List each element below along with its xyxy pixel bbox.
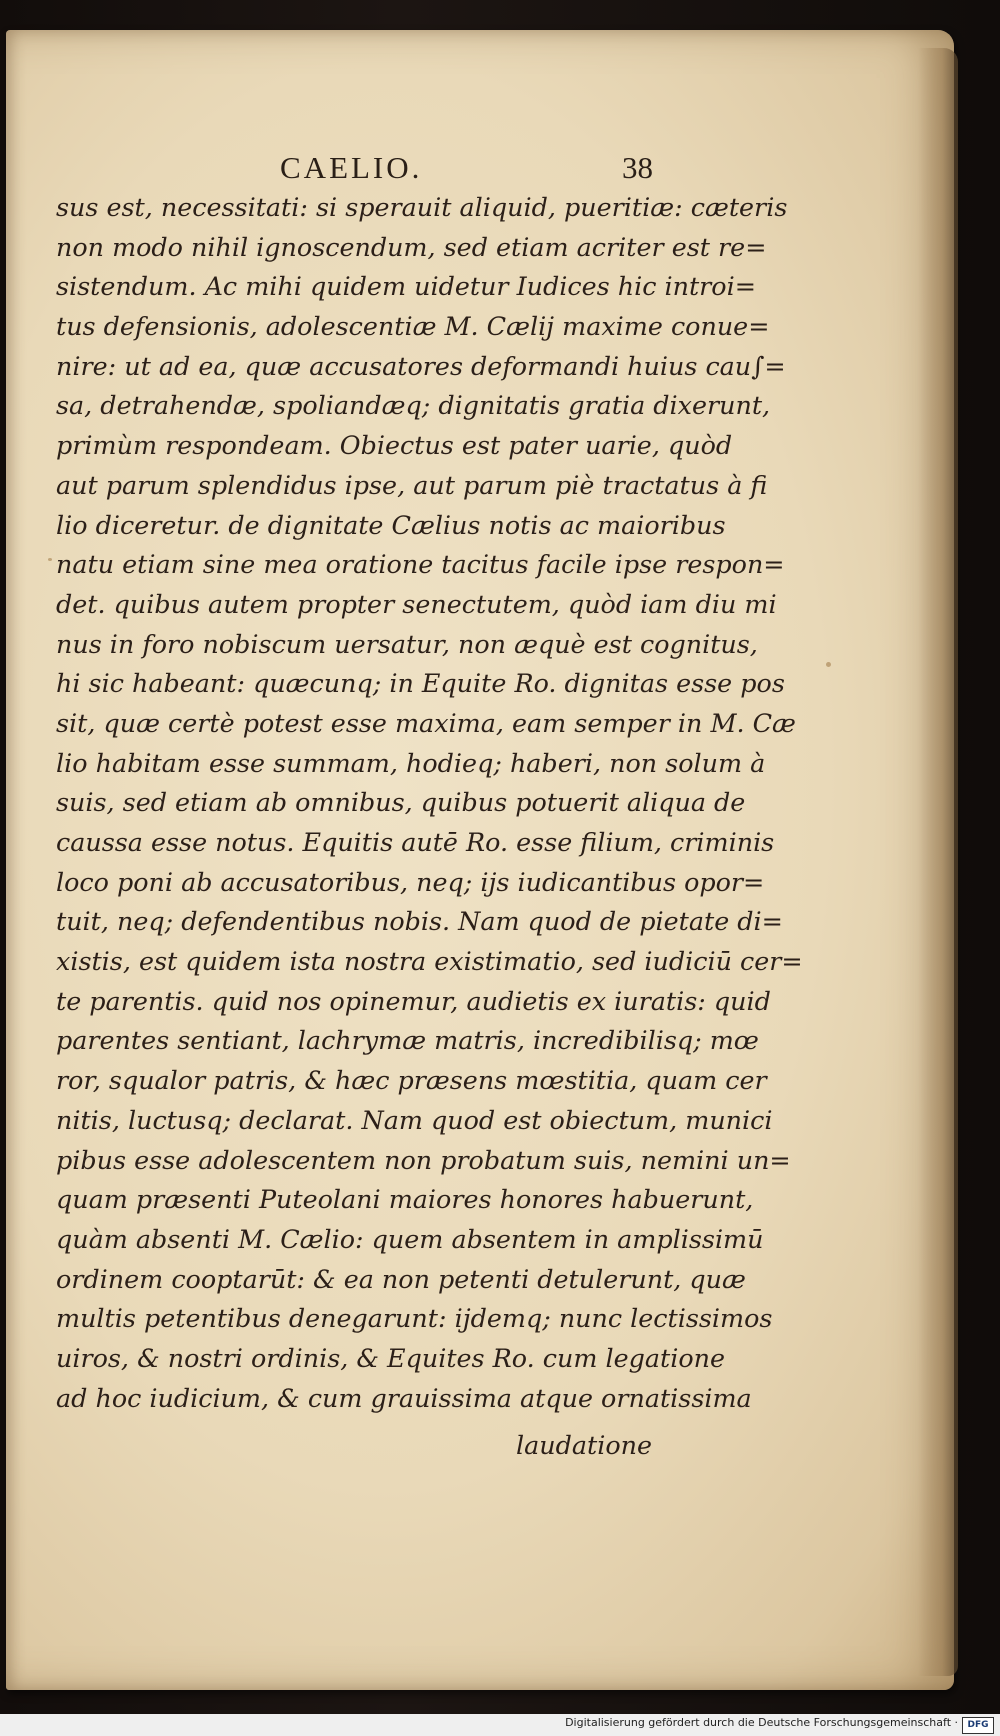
text-line: xistis, est quidem ista nostra existimatio, sed iudiciū cer= (56, 946, 803, 977)
text-line: uiros, & nostri ordinis, & Equites Ro. cum legatione (56, 1342, 725, 1373)
running-head: CAELIO. (280, 150, 423, 185)
text-line: te parentis. quid nos opinemur, audietis ex iuratis: quid (56, 985, 771, 1016)
text-line: aut parum splendidus ipse, aut parum piè tractatus à fi (56, 469, 768, 500)
text-line: det. quibus autem propter senectutem, quòd iam diu mi (56, 588, 777, 619)
page-number: 38 (622, 150, 653, 185)
text-line: quàm absenti M. Cælio: quem absentem in amplissimū (56, 1223, 764, 1254)
text-line: non modo nihil ignoscendum, sed etiam acriter est re= (56, 231, 767, 262)
page-edge-shadow (918, 48, 958, 1676)
dfg-logo: DFG (962, 1717, 994, 1734)
paper-speck (826, 662, 831, 667)
text-line: primùm respondeam. Obiectus est pater uarie, quòd (56, 430, 733, 461)
text-line: tuit, neq; defendentibus nobis. Nam quod de pietate di= (56, 906, 783, 937)
text-line: ad hoc iudicium, & cum grauissima atque ornatissima (56, 1382, 752, 1413)
text-line: suis, sed etiam ab omnibus, quibus potuerit aliqua de (56, 787, 746, 818)
text-line: nitis, luctusq; declarat. Nam quod est obiectum, munici (56, 1104, 773, 1135)
body-text (56, 188, 803, 1418)
text-line: sit, quæ certè potest esse maxima, eam semper in M. Cæ (56, 707, 796, 738)
text-line: quam præsenti Puteolani maiores honores habuerunt, (56, 1184, 754, 1215)
text-line: nire: ut ad ea, quæ accusatores deformandi huius cau∫= (56, 350, 786, 381)
footer-bar (0, 1714, 1000, 1736)
text-line: multis petentibus denegarunt: ijdemq; nunc lectissimos (56, 1303, 773, 1334)
text-line: tus defensionis, adolescentiæ M. Cælij maxime conue= (56, 311, 770, 342)
text-line: lio diceretur. de dignitate Cælius notis ac maioribus (56, 509, 726, 540)
text-line: pibus esse adolescentem non probatum suis, nemini un= (56, 1144, 791, 1175)
funding-credit: Digitalisierung gefördert durch die Deutsche Forschungsgemeinschaft · (565, 1716, 958, 1729)
paper-speck (48, 558, 52, 561)
text-line: ordinem cooptarūt: & ea non petenti detulerunt, quæ (56, 1263, 746, 1294)
text-line: nus in foro nobiscum uersatur, non æquè est cognitus, (56, 628, 758, 659)
text-line: sa, detrahendæ, spoliandæq; dignitatis gratia dixerunt, (56, 390, 771, 421)
text-line: hi sic habeant: quæcunq; in Equite Ro. dignitas esse pos (56, 668, 785, 699)
text-line: sistendum. Ac mihi quidem uidetur Iudices hic introi= (56, 271, 756, 302)
text-line: parentes sentiant, lachrymæ matris, incredibilisq; mœ (56, 1025, 759, 1056)
text-line: caussa esse notus. Equitis autē Ro. esse filium, criminis (56, 827, 775, 857)
text-line: lio habitam esse summam, hodieq; haberi, non solum à (56, 747, 766, 778)
text-line: loco poni ab accusatoribus, neq; ijs iudicantibus opor= (56, 866, 765, 897)
text-line: natu etiam sine mea oratione tacitus facile ipse respon= (56, 549, 785, 580)
catchword: laudatione (516, 1430, 652, 1460)
text-line: ror, squalor patris, & hæc præsens mœstitia, quam cer (56, 1065, 767, 1096)
text-line: sus est, necessitati: si sperauit aliquid, pueritiæ: cæteris (56, 192, 788, 222)
